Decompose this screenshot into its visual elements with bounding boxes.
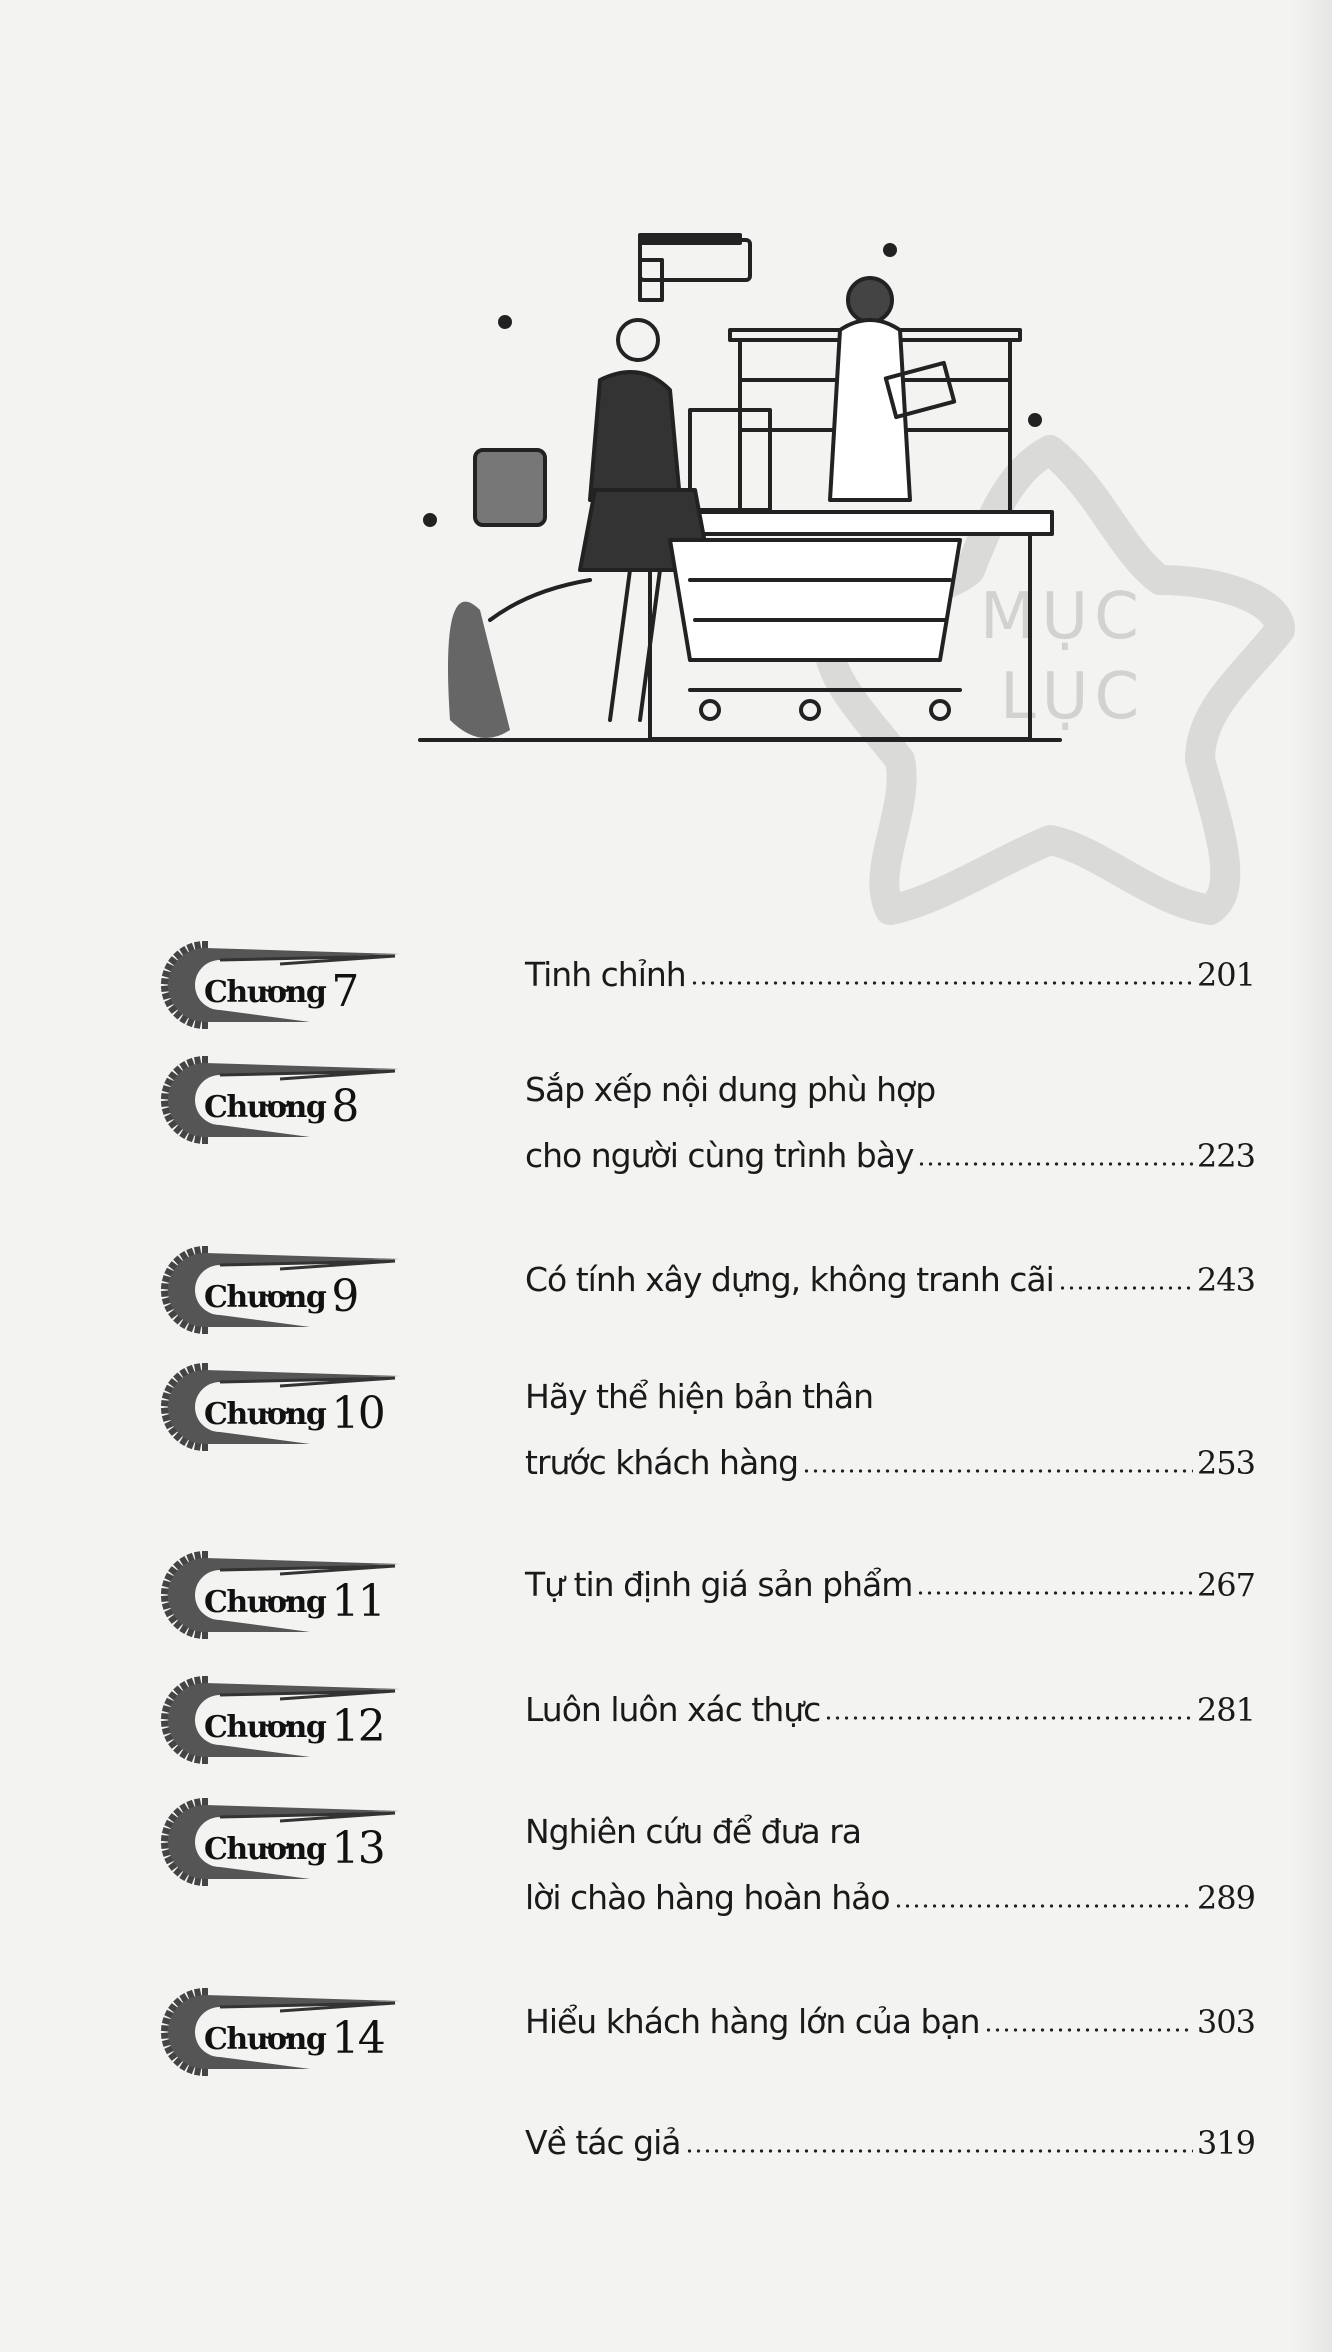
chapter-badge: [160, 1797, 420, 1887]
entry-title-line: [525, 1799, 1255, 1865]
chapter-number: 14: [331, 2013, 385, 2064]
dot-leader: [917, 1161, 1192, 1167]
chapter-label: [204, 1384, 385, 1439]
entry-title-line: [525, 1865, 1255, 1931]
watermark-title-line2: LỤC: [1000, 660, 1146, 734]
page-number: 223: [1196, 1137, 1255, 1175]
chapter-label: [204, 2009, 385, 2064]
page-edge-shadow: [1292, 0, 1332, 2352]
chapter-word: Chương: [204, 2022, 326, 2057]
watermark-title-line1: MỤC: [980, 580, 1145, 654]
chapter-word: Chương: [204, 1585, 326, 1620]
page-number: 319: [1196, 2124, 1255, 2162]
chapter-number: 7: [331, 966, 358, 1017]
entry-title: Hiểu khách hàng lớn của bạn: [525, 2002, 980, 2041]
page-number: 267: [1196, 1566, 1255, 1604]
entry-title-line: [525, 942, 1255, 1008]
chapter-word: Chương: [204, 1710, 326, 1745]
chapter-word: Chương: [204, 1397, 326, 1432]
chapter-word: Chương: [204, 1280, 326, 1315]
entry-title-line: [525, 1430, 1255, 1496]
chapter-word: Chương: [204, 1090, 326, 1125]
chapter-badge: [160, 940, 420, 1030]
entry-title: Về tác giả: [525, 2123, 681, 2162]
chapter-number: 11: [331, 1576, 385, 1627]
chapter-number: 8: [331, 1081, 358, 1132]
chapter-label: [204, 1572, 385, 1627]
chapter-badge: [160, 1550, 420, 1640]
entry-title-line: [525, 1989, 1255, 2055]
page-number: 253: [1196, 1444, 1255, 1482]
chapter-number: 10: [331, 1388, 385, 1439]
chapter-number: 13: [331, 1823, 385, 1874]
page-number: 243: [1196, 1261, 1255, 1299]
entry-title-line: [525, 1247, 1255, 1313]
entry-title: Tự tin định giá sản phẩm: [525, 1565, 913, 1604]
dot-leader: [685, 2148, 1193, 2154]
dot-leader: [894, 1903, 1193, 1909]
entry-title: Tinh chỉnh: [525, 955, 686, 994]
page-number: 303: [1196, 2003, 1255, 2041]
chapter-badge: [160, 1987, 420, 2077]
page-number: 281: [1196, 1691, 1255, 1729]
chapter-label: [204, 1819, 385, 1874]
chapter-word: Chương: [204, 975, 326, 1010]
entry-title: Sắp xếp nội dung phù hợp: [525, 1070, 936, 1109]
chapter-label: [204, 1697, 385, 1752]
dot-leader: [824, 1715, 1193, 1721]
chapter-number: 12: [331, 1701, 385, 1752]
dot-leader: [916, 1590, 1193, 1596]
chapter-word: Chương: [204, 1832, 326, 1867]
entry-title: Có tính xây dựng, không tranh cãi: [525, 1260, 1054, 1299]
entry-title: lời chào hàng hoàn hảo: [525, 1878, 890, 1917]
entry-title: trước khách hàng: [525, 1443, 799, 1482]
page-number: 289: [1196, 1879, 1255, 1917]
entry-title: cho người cùng trình bày: [525, 1136, 914, 1175]
chapter-number: 9: [331, 1271, 358, 1322]
entry-title: Nghiên cứu để đưa ra: [525, 1812, 861, 1851]
entry-title: Luôn luôn xác thực: [525, 1690, 821, 1729]
chapter-label: [204, 1077, 358, 1132]
dot-leader: [984, 2027, 1193, 2033]
chapter-label: [204, 1267, 358, 1322]
entry-title-line: [525, 1123, 1255, 1189]
chapter-label: [204, 962, 358, 1017]
chapter-badge: [160, 1245, 420, 1335]
dot-leader: [1058, 1285, 1193, 1291]
entry-title-line: [525, 1677, 1255, 1743]
shopping-checkout-illustration: [400, 220, 1080, 760]
entry-title: Hãy thể hiện bản thân: [525, 1377, 874, 1416]
chapter-badge: [160, 1675, 420, 1765]
entry-title-line: [525, 1364, 1255, 1430]
chapter-badge: [160, 1055, 420, 1145]
entry-title-line: [525, 1552, 1255, 1618]
dot-leader: [802, 1468, 1193, 1474]
entry-title-line: [525, 1057, 1255, 1123]
dot-leader: [690, 980, 1193, 986]
chapter-badge: [160, 1362, 420, 1452]
page-number: 201: [1196, 956, 1255, 994]
